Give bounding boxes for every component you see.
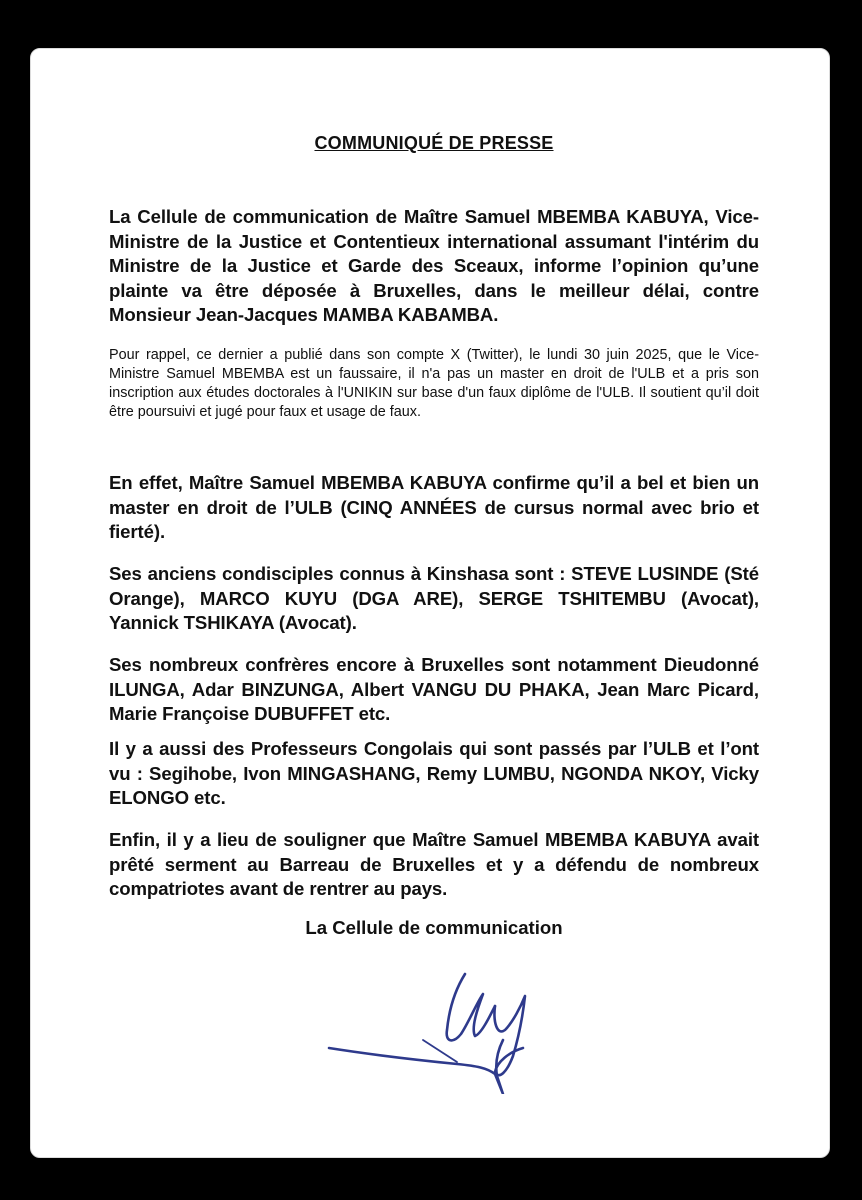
document-page [30,48,830,1158]
paragraph-colleagues: Ses nombreux confrères encore à Bruxelles sont notamment Dieudonné ILUNGA, Adar BINZUNGA, Albert VANGU DU PHAKA, Jean Marc Picard, Marie Françoise DUBUFFET etc. [109,654,759,724]
paragraph-confirmation: En effet, Maître Samuel MBEMBA KABUYA confirme qu’il a bel et bien un master en droit de l’ULB (CINQ ANNÉES de cursus normal avec brio et fierté). [109,472,759,542]
paragraph-conclusion: Enfin, il y a lieu de souligner que Maître Samuel MBEMBA KABUYA avait prêté serment au Barreau de Bruxelles et y a défendu de nombreux compatriotes avant de rentrer au pays. [109,829,759,899]
paragraph-reminder: Pour rappel, ce dernier a publié dans son compte X (Twitter), le lundi 30 juin 2025, que le Vice-Ministre Samuel MBEMBA est un faussaire, il n'a pas un master en droit de l'ULB et a pris son inscription aux études doctorales à l'UNIKIN sur base d'un faux diplôme de l'ULB. Il soutient qu’il doit être poursuivi et jugé pour faux et usage de faux. [109,347,759,420]
document-title: COMMUNIQUÉ DE PRESSE [314,133,554,153]
paragraph-classmates: Ses anciens condisciples connus à Kinshasa sont : STEVE LUSINDE (Sté Orange), MARCO KUYU (DGA ARE), SERGE TSHITEMBU (Avocat), Yannick TSHIKAYA (Avocat). [109,563,759,633]
signoff: La Cellule de communication [305,917,563,938]
paragraph-intro: La Cellule de communication de Maître Samuel MBEMBA KABUYA, Vice-Ministre de la Justice et Contentieux international assumant l'intérim du Ministre de la Justice et Garde des Sceaux, informe l’opinion qu’une plainte va être déposée à Bruxelles, dans le meilleur délai, contre Monsieur Jean-Jacques MAMBA KABAMBA. [109,206,759,325]
signature-image [327,944,567,1094]
paragraph-professors: Il y a aussi des Professeurs Congolais qui sont passés par l’ULB et l’ont vu : Segihobe, Ivon MINGASHANG, Remy LUMBU, NGONDA NKOY, Vicky ELONGO etc. [109,738,759,808]
